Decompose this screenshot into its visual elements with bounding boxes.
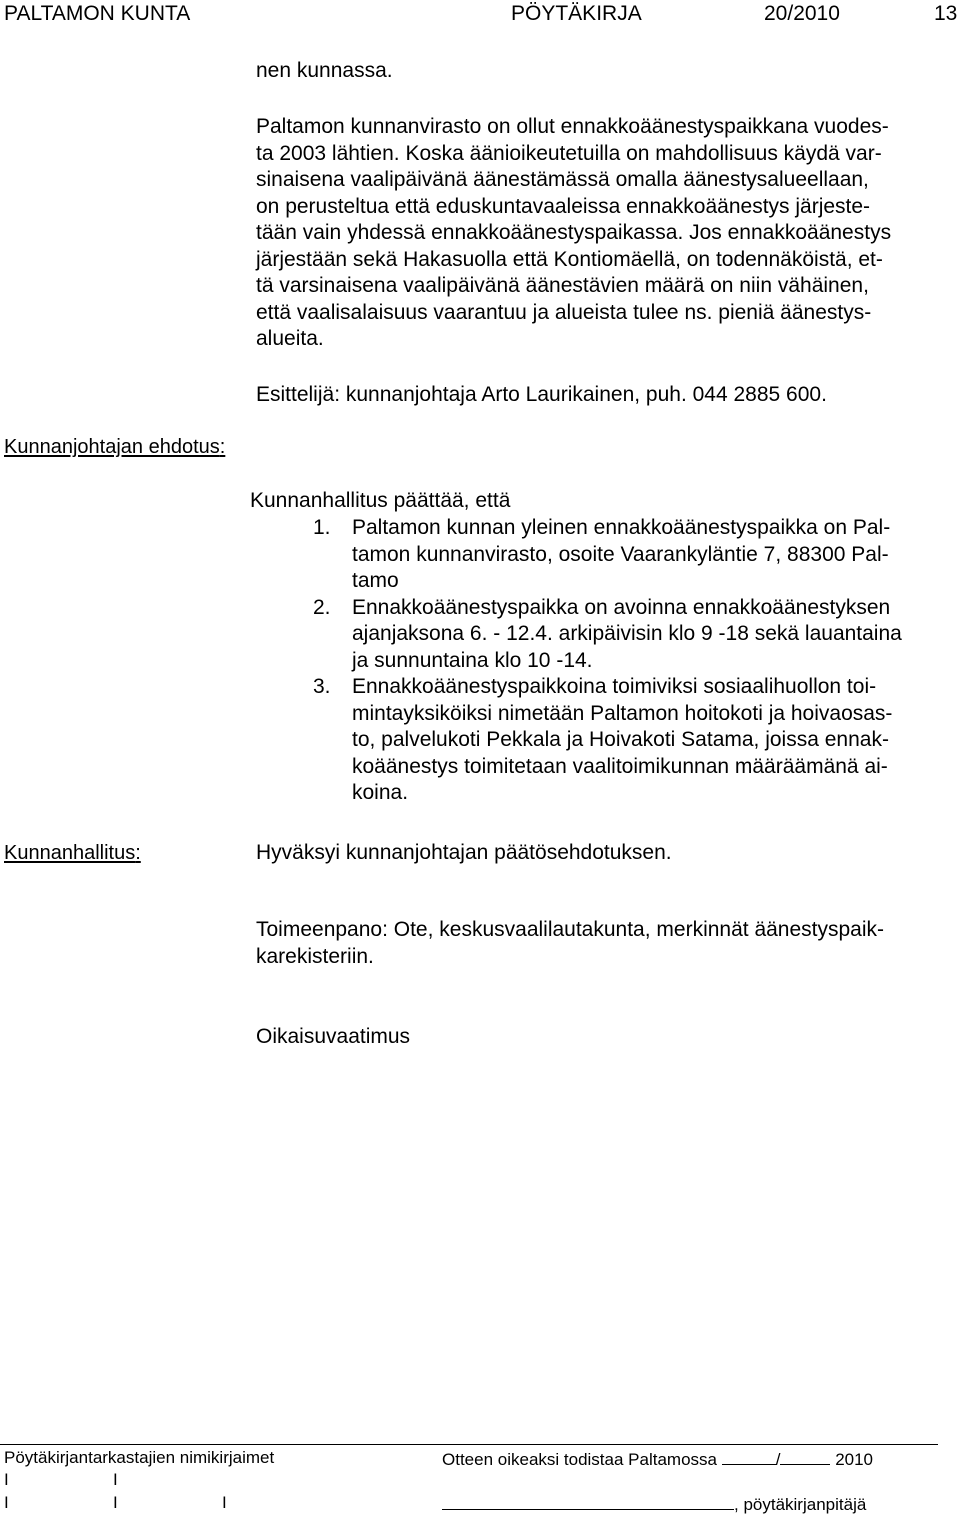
text-line: koina. — [352, 781, 409, 804]
board-decision-text: Hyväksyi kunnanjohtajan päätösehdotuksen. — [256, 841, 672, 864]
text-line: Ennakkoäänestyspaikkoina toimiviksi sosiaalihuollon toi- — [352, 675, 877, 698]
text-line: järjestään sekä Hakasuolla että Kontiomäellä, on todennäköistä, et- — [256, 247, 883, 271]
text-line: karekisteriin. — [256, 944, 374, 968]
board-decision — [256, 840, 956, 867]
certification-line — [442, 1448, 873, 1470]
text-line: tamon kunnanvirasto, osoite Vaarankyläntie 7, 88300 Pal- — [352, 542, 889, 566]
text-line: mintayksiköiksi nimetään Paltamon hoitokoti ja hoivaosas- — [352, 701, 893, 725]
proposal-label-text: Kunnanjohtajan ehdotus — [4, 436, 220, 458]
list-item — [313, 515, 960, 595]
page-number: 13 — [934, 2, 958, 25]
text-line: to, palvelukoti Pekkala ja Hoivakoti Satama, joissa ennak- — [352, 728, 889, 751]
text-line: ja sunnuntaina klo 10 -14. — [352, 648, 593, 672]
recorder-text: , pöytäkirjanpitäjä — [734, 1495, 867, 1514]
date-separator: / — [775, 1450, 781, 1469]
implementation — [256, 917, 956, 970]
text-line: tamo — [352, 569, 399, 592]
text-line: tään vain yhdessä ennakkoäänestyspaikassa. Jos ennakkoäänestys — [256, 221, 892, 244]
paragraph-continuation — [256, 58, 956, 85]
signature-blank — [442, 1493, 734, 1510]
text-line: ta 2003 lähtien. Koska äänioikeutetuilla on mahdollisuus käydä var- — [256, 141, 882, 165]
initials-separator: I — [4, 1470, 9, 1489]
board-label: Kunnanhallitus: — [4, 842, 141, 864]
text-line: Paltamon kunnanvirasto on ollut ennakkoäänestyspaikkana vuodes- — [256, 115, 889, 138]
text-line: nen kunnassa. — [256, 59, 393, 82]
appeal-text: Oikaisuvaatimus — [256, 1025, 411, 1048]
text-line: että vaalisalaisuus vaarantuu ja alueista tulee ns. pieniä äänestys- — [256, 300, 872, 324]
initials-separator: I — [222, 1493, 227, 1512]
initials-separator: I — [4, 1493, 9, 1512]
document-type: PÖYTÄKIRJA — [511, 2, 642, 25]
document-number: 20/2010 — [764, 2, 840, 25]
text-line: ajanjaksona 6. - 12.4. arkipäivisin klo 9 -18 sekä lauantaina — [352, 622, 902, 645]
text-line: tä varsinaisena vaalipäivänä äänestävien määrä on niin vähäinen, — [256, 274, 869, 297]
list-item — [313, 595, 960, 675]
presenter-line — [256, 382, 956, 409]
appeal-heading — [256, 1024, 956, 1051]
text-line: Paltamon kunnan yleinen ennakkoäänestyspaikka on Pal- — [352, 516, 891, 539]
text-line: sinaisena vaalipäivänä äänestämässä omalla äänestysalueellaan, — [256, 168, 869, 191]
proposal-list — [313, 515, 960, 807]
day-blank — [722, 1448, 776, 1465]
text-line: Ennakkoäänestyspaikka on avoinna ennakkoäänestyksen — [352, 595, 891, 619]
list-item — [313, 674, 960, 807]
text-line: koäänestys toimitetaan vaalitoimikunnan määräämänä ai- — [352, 754, 888, 778]
list-item-number: 1. — [313, 516, 331, 539]
inspectors-initials-label: Pöytäkirjantarkastajien nimikirjaimet — [4, 1448, 275, 1467]
initials-separator: I — [113, 1470, 118, 1489]
footer-divider — [0, 1444, 938, 1445]
presenter-text: Esittelijä: kunnanjohtaja Arto Laurikainen, puh. 044 2885 600. — [256, 383, 827, 406]
page-header — [0, 2, 960, 30]
list-item-number: 2. — [313, 595, 331, 619]
paragraph-background — [256, 114, 956, 353]
initials-separator: I — [113, 1493, 118, 1512]
text-line: alueita. — [256, 327, 324, 350]
text-line: Toimeenpano: Ote, keskusvaalilautakunta, merkinnät äänestyspaik- — [256, 918, 885, 941]
proposal-label: Kunnanjohtajan ehdotus: — [4, 436, 226, 458]
list-item-number: 3. — [313, 675, 331, 698]
proposal-intro-text: Kunnanhallitus päättää, että — [250, 489, 511, 512]
text-line: on perusteltua että eduskuntavaaleissa ennakkoäänestys järjeste- — [256, 194, 871, 218]
board-label-text: Kunnanhallitus — [4, 842, 136, 864]
year-text: 2010 — [835, 1450, 874, 1469]
municipality-name: PALTAMON KUNTA — [4, 2, 191, 25]
certification-text: Otteen oikeaksi todistaa Paltamossa — [442, 1450, 717, 1469]
month-blank — [780, 1448, 830, 1465]
proposal-intro — [250, 488, 950, 515]
recorder-signature-line — [442, 1493, 866, 1515]
